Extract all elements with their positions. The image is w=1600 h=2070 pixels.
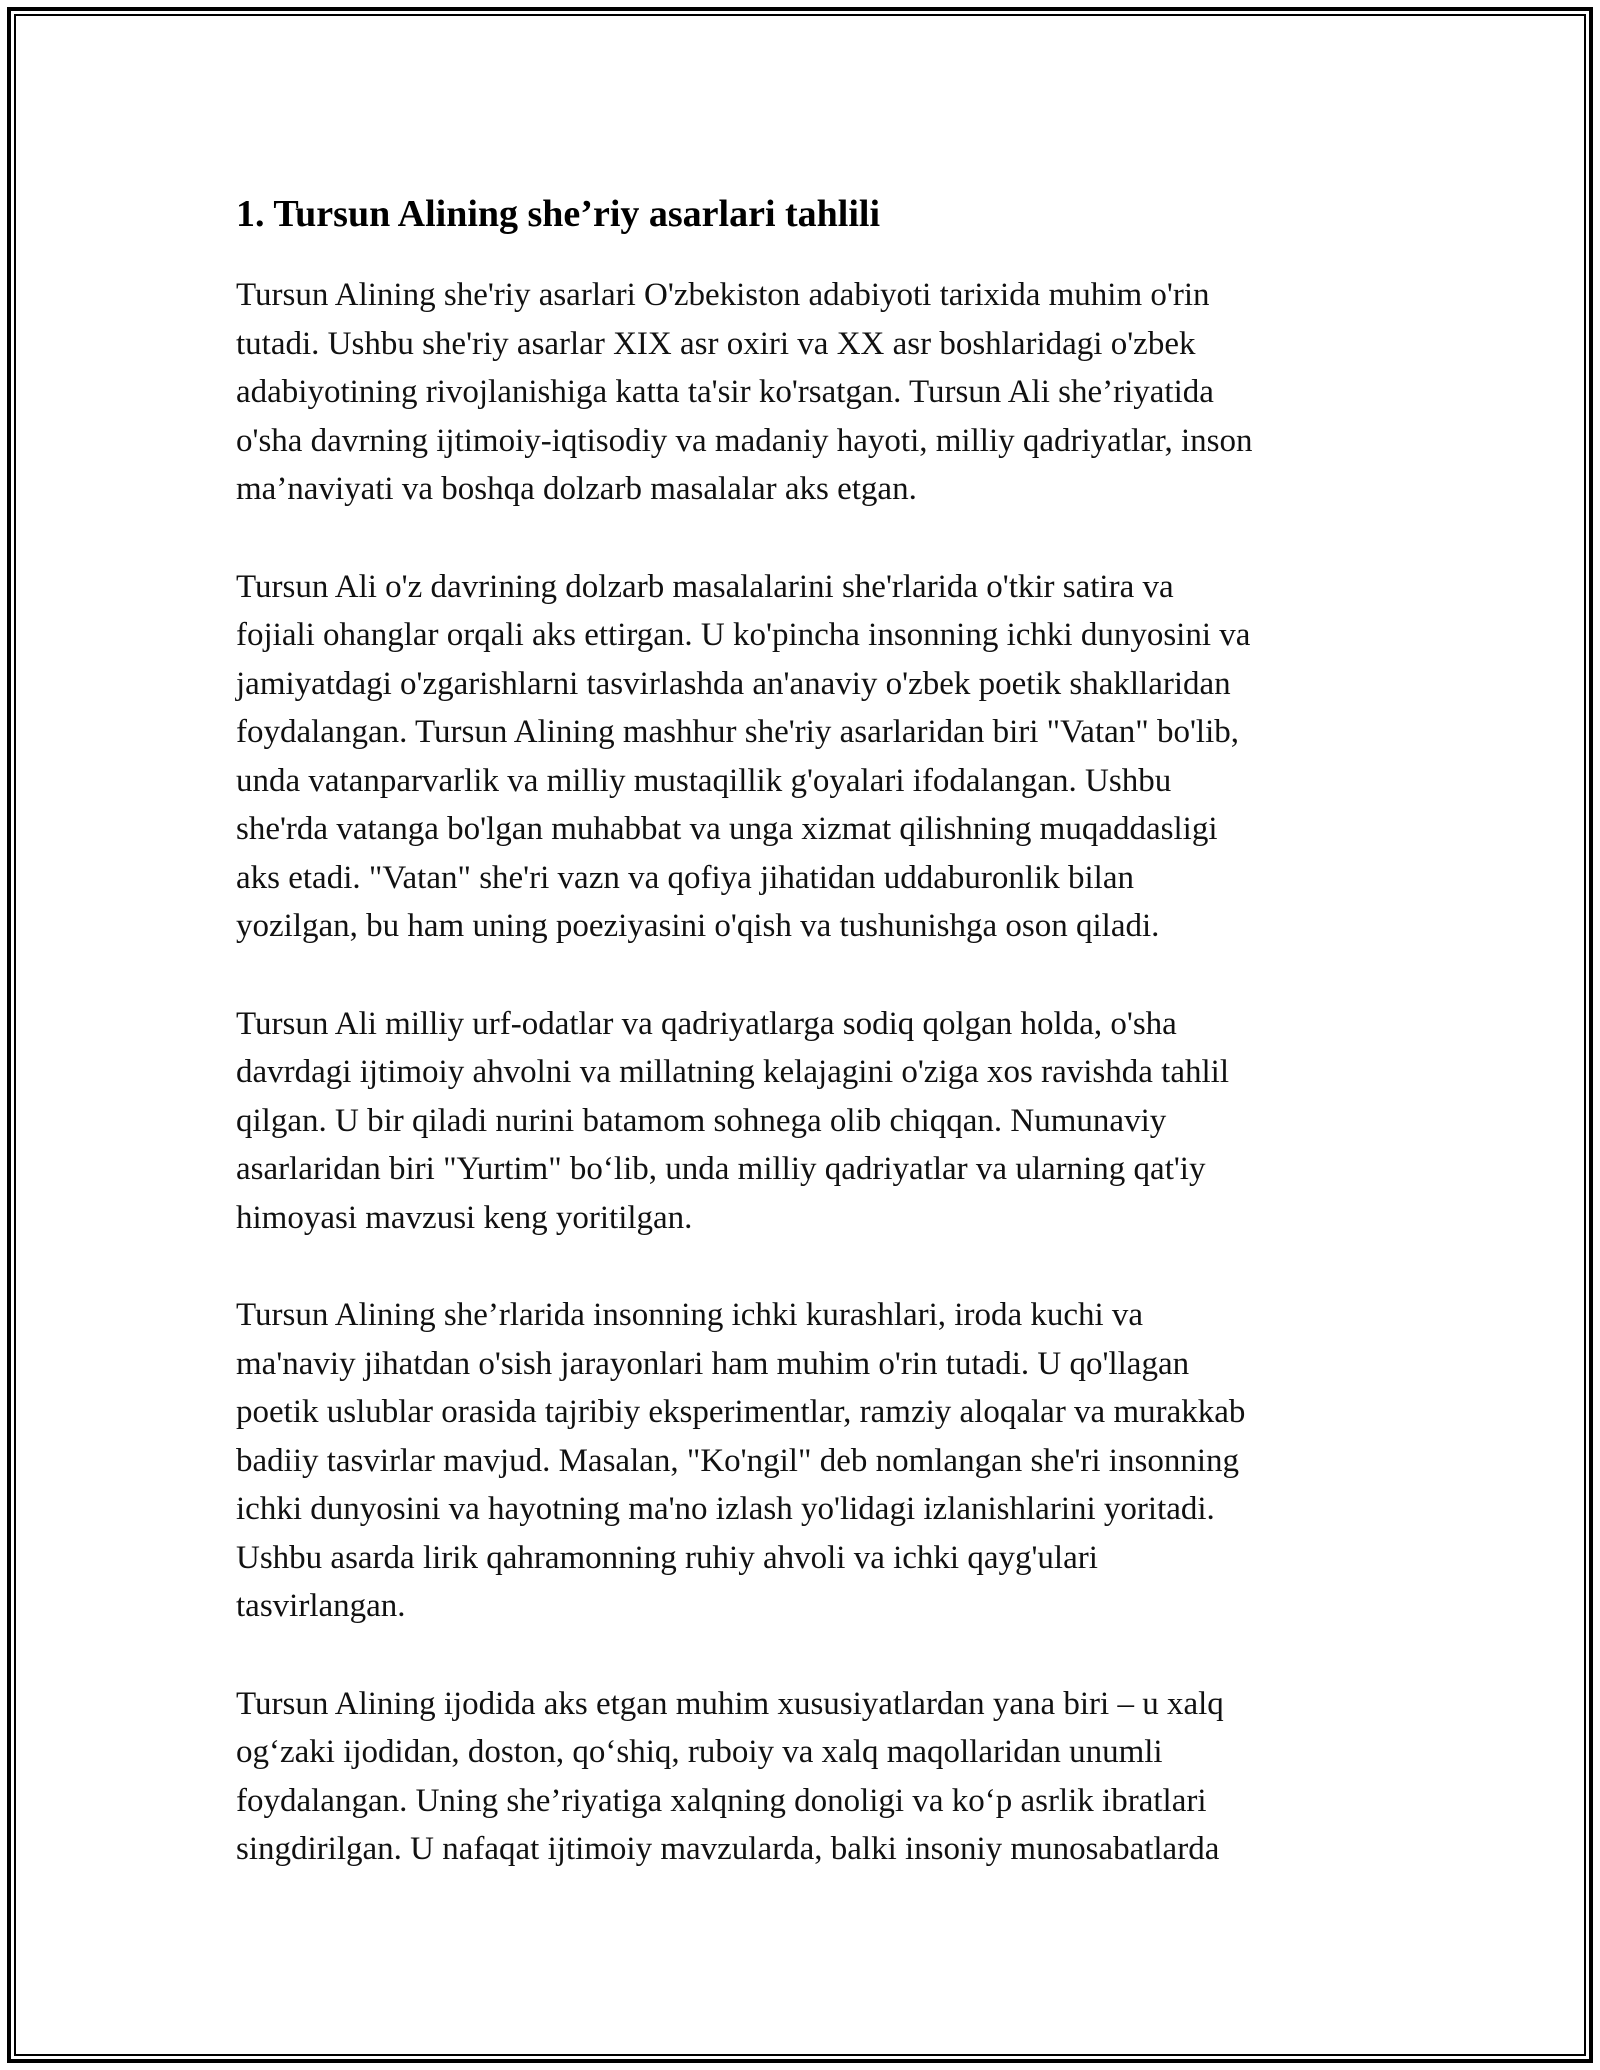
paragraph-2: Tursun Ali o'z davrining dolzarb masalalarini she'rlarida o'tkir satira va fojiali ohanglar orqali aks ettirgan. U ko'pincha insonning ichki dunyosini va jamiyatdagi o'zgarishlarni tasvirlashda an'anaviy o'zbek poetik shakllaridan foydalangan. Tursun Alining mashhur she'riy asarlaridan biri "Vatan" bo'lib, unda vatanparvarlik va milliy mustaqillik g'oyalari ifodalangan. Ushbu she'rda vatanga bo'lgan muhabbat va unga xizmat qilishning muqaddasligi aks etadi. "Vatan" she'ri vazn va qofiya jihatidan uddaburonlik bilan yozilgan, bu ham uning poeziyasini o'qish va tushunishga oson qiladi. (236, 568, 1251, 944)
paragraph-4: Tursun Alining she’rlarida insonning ichki kurashlari, iroda kuchi va ma'naviy jihatdan o'sish jarayonlari ham muhim o'rin tutadi. U qo'llagan poetik uslublar orasida tajribiy eksperimentlar, ramziy aloqalar va murakkab badiiy tasvirlar mavjud. Masalan, "Ko'ngil" deb nomlangan she'ri insonning ichki dunyosini va hayotning ma'no izlash yo'lidagi izlanishlarini yoritadi. Ushbu asarda lirik qahramonning ruhiy ahvoli va ichki qayg'ulari tasvirlangan. (236, 1297, 1246, 1624)
paragraph-1: Tursun Alining she'riy asarlari O'zbekiston adabiyoti tarixida muhim o'rin tutadi. Ushbu she'riy asarlar XIX asr oxiri va XX asr boshlaridagi o'zbek adabiyotining rivojlanishiga katta ta'sir ko'rsatgan. Tursun Ali she’riyatida o'sha davrning ijtimoiy-iqtisodiy va madaniy hayoti, milliy qadriyatlar, inson ma’naviyati va boshqa dolzarb masalalar aks etgan. (236, 277, 1253, 507)
paragraph-5: Tursun Alining ijodida aks etgan muhim xususiyatlardan yana biri – u xalq og‘zaki ijodidan, doston, qo‘shiq, ruboiy va xalq maqollaridan unumli foydalangan. Uning she’riyatiga xalqning donoligi va ko‘p asrlik ibratlari singdirilgan. U nafaqat ijtimoiy mavzularda, balki insoniy munosabatlarda (236, 1685, 1224, 1867)
paragraph-3: Tursun Ali milliy urf-odatlar va qadriyatlarga sodiq qolgan holda, o'sha davrdagi ijtimoiy ahvolni va millatning kelajagini o'ziga xos ravishda tahlil qilgan. U bir qiladi nurini batamom sohnega olib chiqqan. Numunaviy asarlaridan biri "Yurtim" bo‘lib, unda milliy qadriyatlar va ularning qat'iy himoyasi mavzusi keng yoritilgan. (236, 1005, 1229, 1236)
document-body (236, 185, 1386, 1923)
section-heading: 1. Tursun Alining she’riy asarlari tahlili (236, 193, 881, 235)
